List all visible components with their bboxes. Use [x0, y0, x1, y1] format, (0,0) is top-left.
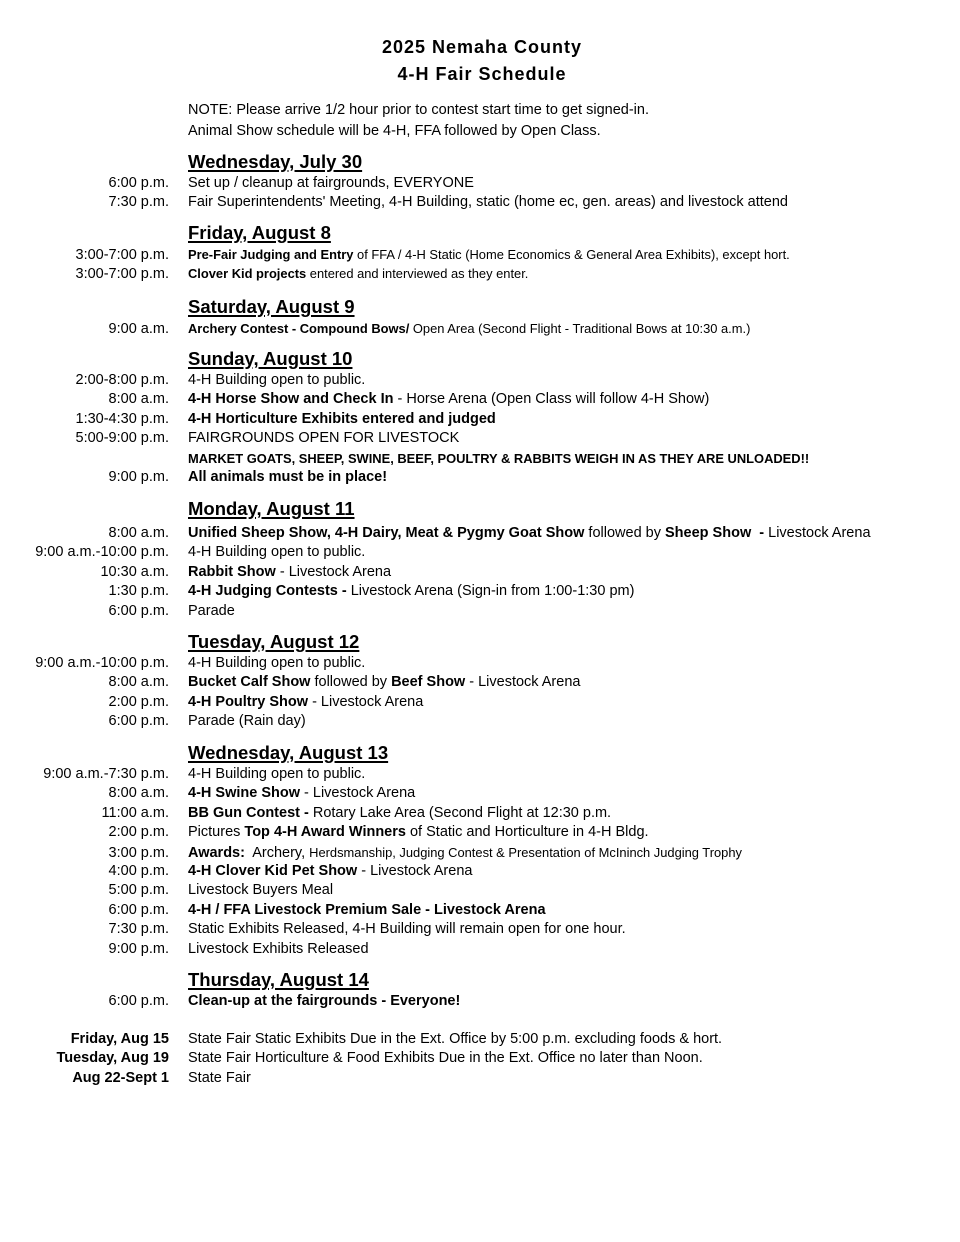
- schedule-description: [188, 712, 306, 731]
- schedule-time: 6:00 p.m.: [108, 993, 169, 1009]
- schedule-description: [188, 174, 474, 193]
- day-heading-text: Wednesday, July 30: [188, 151, 363, 172]
- day-rows: [0, 371, 960, 487]
- description-text: of FFA / 4-H Static (Home Economics & General Area Exhibits), except hort.: [353, 247, 790, 262]
- day-rows: [0, 765, 960, 959]
- day-section: [0, 742, 960, 959]
- description-text: Archery,: [244, 844, 310, 861]
- schedule-row: [0, 264, 960, 283]
- description-text: - Horse Arena (Open Class will follow 4-H Show): [393, 391, 710, 408]
- schedule-description: [188, 410, 496, 429]
- schedule-row: [0, 429, 960, 448]
- document-subtitle: 4-H Fair Schedule: [397, 64, 567, 84]
- schedule-time: 2:00 p.m.: [108, 824, 169, 841]
- schedule-row: [0, 371, 960, 390]
- schedule-description: [188, 901, 546, 920]
- schedule-time: 2:00-8:00 p.m.: [75, 372, 169, 388]
- day-rows: [0, 521, 960, 621]
- description-text: 4-H Building open to public.: [188, 544, 366, 561]
- day-section: [0, 296, 960, 338]
- deadline-text: State Fair: [188, 1069, 251, 1086]
- schedule-description: [188, 992, 460, 1011]
- description-text: Clover Kid projects: [188, 266, 307, 282]
- schedule-row: [0, 245, 960, 264]
- schedule-row: [0, 193, 960, 212]
- schedule-time: 5:00 p.m.: [108, 882, 169, 899]
- schedule-row: [0, 449, 960, 468]
- day-heading: [188, 296, 960, 318]
- day-heading-text: Saturday, August 9: [188, 296, 355, 317]
- schedule-time: 8:00 a.m.: [108, 525, 169, 541]
- day-heading: [188, 348, 960, 370]
- schedule-description: [188, 920, 626, 939]
- deadline-date: Tuesday, Aug 19: [56, 1050, 169, 1067]
- schedule-row: [0, 881, 960, 900]
- schedule-description: [188, 429, 459, 448]
- description-text: - Livestock Arena: [275, 563, 392, 580]
- schedule-row: [0, 410, 960, 429]
- schedule-row: [0, 524, 960, 543]
- schedule-time: 7:30 p.m.: [108, 194, 169, 211]
- schedule-description: [188, 245, 790, 265]
- description-text: Parade (Rain day): [188, 713, 306, 730]
- schedule-time: 11:00 a.m.: [101, 804, 169, 821]
- description-text: Bucket Calf Show: [188, 674, 311, 691]
- day-rows: [0, 992, 960, 1011]
- schedule-time: 9:00 a.m.-7:30 p.m.: [43, 766, 169, 782]
- schedule-time: 9:00 a.m.: [108, 321, 169, 337]
- schedule-description: [188, 654, 365, 673]
- description-text: Archery Contest - Compound Bows/: [188, 321, 410, 336]
- schedule-row: [0, 901, 960, 920]
- schedule-description: [188, 563, 391, 582]
- description-text: Rabbit Show: [188, 563, 276, 580]
- description-text: Clean-up at the fairgrounds - Everyone!: [188, 993, 461, 1009]
- note-line: NOTE: Please arrive 1/2 hour prior to contest start time to get signed-in.: [188, 102, 649, 118]
- schedule-row: [0, 390, 960, 409]
- description-text: 4-H / FFA Livestock Premium Sale - Livestock Arena: [188, 901, 546, 918]
- schedule-description: [188, 843, 742, 863]
- description-text: BB Gun Contest -: [188, 804, 309, 821]
- description-text: Static Exhibits Released, 4-H Building will remain open for one hour.: [188, 921, 626, 938]
- description-text: 4-H Judging Contests -: [188, 583, 347, 600]
- schedule-description: [188, 784, 415, 803]
- day-heading: [188, 742, 960, 764]
- day-heading-text: Sunday, August 10: [188, 348, 353, 369]
- schedule-row: [0, 862, 960, 881]
- day-heading: [188, 222, 960, 244]
- deadline-date: Friday, Aug 15: [70, 1031, 169, 1047]
- schedule-row: [0, 673, 960, 692]
- day-heading: [188, 969, 960, 991]
- schedule-description: [188, 449, 809, 469]
- schedule-time: 3:00-7:00 p.m.: [75, 247, 169, 263]
- schedule-row: [0, 543, 960, 562]
- description-text: 4-H Building open to public.: [188, 766, 366, 782]
- schedule-row: [0, 765, 960, 784]
- description-text: Livestock Exhibits Released: [188, 940, 369, 957]
- description-text: 4-H Horticulture Exhibits entered and judged: [188, 410, 496, 427]
- schedule-description: [188, 804, 611, 823]
- schedule-time: 7:30 p.m.: [108, 921, 169, 938]
- day-section: [0, 222, 960, 284]
- day-rows: [0, 174, 960, 213]
- schedule-description: [188, 862, 472, 881]
- description-text: Rotary Lake Area (Second Flight at 12:30 p.m.: [308, 804, 612, 821]
- day-heading-text: Tuesday, August 12: [188, 631, 360, 652]
- description-text: Sheep Show -: [665, 525, 765, 541]
- description-text: entered and interviewed as they enter.: [306, 266, 529, 282]
- description-text: Pictures: [188, 824, 245, 841]
- description-text: Pre-Fair Judging and Entry: [188, 247, 354, 262]
- day-heading: [188, 631, 960, 653]
- schedule-time: 5:00-9:00 p.m.: [75, 430, 169, 447]
- schedule-time: 4:00 p.m.: [108, 862, 169, 879]
- description-text: followed by: [310, 674, 392, 691]
- schedule-description: [188, 823, 649, 842]
- description-text: of Static and Horticulture in 4-H Bldg.: [405, 824, 649, 841]
- day-heading-text: Friday, August 8: [188, 222, 331, 243]
- schedule-row: [0, 843, 960, 862]
- schedule-time: 2:00 p.m.: [108, 693, 169, 710]
- schedule-description: [188, 193, 788, 212]
- schedule-time: 6:00 p.m.: [108, 901, 169, 918]
- description-text: Livestock Buyers Meal: [188, 882, 334, 899]
- day-heading-text: Thursday, August 14: [188, 969, 369, 990]
- schedule-row: [0, 602, 960, 621]
- deadline-row: [0, 1049, 960, 1068]
- description-text: 4-H Clover Kid Pet Show: [188, 862, 358, 879]
- day-heading-text: Wednesday, August 13: [188, 742, 389, 763]
- description-text: Livestock Arena (Sign-in from 1:00-1:30 pm): [346, 583, 635, 600]
- schedule-time: 6:00 p.m.: [108, 602, 169, 619]
- description-text: Unified Sheep Show, 4-H Dairy, Meat & Pygmy Goat Show: [188, 525, 585, 541]
- deadline-row: [0, 1069, 960, 1088]
- day-section: [0, 631, 960, 732]
- description-text: Beef Show: [391, 674, 466, 691]
- schedule-time: 9:00 a.m.-10:00 p.m.: [35, 655, 169, 671]
- schedule-description: [188, 673, 580, 692]
- document-title: 2025 Nemaha County: [381, 37, 583, 57]
- description-text: All animals must be in place!: [188, 468, 388, 485]
- schedule-description: [188, 881, 333, 900]
- description-text: MARKET GOATS, SHEEP, SWINE, BEEF, POULTRY & RABBITS WEIGH IN AS THEY ARE UNLOADED!!: [188, 450, 810, 466]
- schedule-description: [188, 602, 235, 621]
- day-section: [0, 969, 960, 1011]
- day-rows: [0, 319, 960, 338]
- schedule-description: [188, 524, 871, 543]
- description-text: Top 4-H Award Winners: [244, 824, 406, 841]
- deadline-date: Aug 22-Sept 1: [72, 1069, 169, 1086]
- schedule-time: 8:00 a.m.: [108, 674, 169, 691]
- description-text: - Livestock Arena: [308, 693, 424, 710]
- description-text: Livestock Arena: [764, 525, 871, 541]
- schedule-row: [0, 823, 960, 842]
- schedule-row: [0, 582, 960, 601]
- schedule-row: [0, 920, 960, 939]
- schedule-time: 3:00-7:00 p.m.: [75, 266, 169, 283]
- deadline-row: [0, 1030, 960, 1049]
- description-text: 4-H Building open to public.: [188, 372, 366, 388]
- schedule-time: 1:30-4:30 p.m.: [75, 410, 169, 427]
- description-text: Awards:: [188, 844, 245, 861]
- schedule-row: [0, 784, 960, 803]
- day-heading: [188, 151, 960, 173]
- day-section: [0, 498, 960, 621]
- schedule-row: [0, 563, 960, 582]
- schedule-time: 1:30 p.m.: [108, 583, 169, 600]
- description-text: followed by: [584, 525, 666, 541]
- schedule-description: [188, 582, 634, 601]
- description-text: Parade: [188, 602, 235, 619]
- schedule-time: 3:00 p.m.: [108, 844, 169, 861]
- description-text: 4-H Poultry Show: [188, 693, 309, 710]
- schedule-description: [188, 693, 423, 712]
- schedule-row: [0, 804, 960, 823]
- schedule-row: [0, 654, 960, 673]
- day-heading-text: Monday, August 11: [188, 498, 355, 519]
- schedule-time: 9:00 p.m.: [108, 940, 169, 957]
- schedule-row: [0, 940, 960, 959]
- description-text: - Livestock Arena: [357, 862, 473, 879]
- day-heading: [188, 498, 960, 520]
- description-text: Fair Superintendents' Meeting, 4-H Building, static (home ec, gen. areas) and livestock attend: [188, 194, 789, 211]
- schedule-description: [188, 390, 709, 409]
- schedule-description: [188, 468, 387, 487]
- schedule-row: [0, 174, 960, 193]
- description-text: 4-H Horse Show and Check In: [188, 391, 394, 408]
- schedule-row: [0, 693, 960, 712]
- deadline-text: State Fair Static Exhibits Due in the Ext. Office by 5:00 p.m. excluding foods & hort.: [188, 1031, 723, 1047]
- description-text: FAIRGROUNDS OPEN FOR LIVESTOCK: [188, 430, 460, 447]
- schedule-description: [188, 940, 369, 959]
- day-rows: [0, 654, 960, 732]
- day-rows: [0, 245, 960, 284]
- description-text: Open Area (Second Flight - Traditional Bows at 10:30 a.m.): [409, 321, 751, 336]
- description-text: Herdsmanship, Judging Contest & Presentation of McIninch Judging Trophy: [309, 844, 742, 860]
- schedule-row: [0, 319, 960, 338]
- schedule-description: [188, 543, 365, 562]
- schedule-description: [188, 264, 528, 284]
- schedule-row: [0, 992, 960, 1011]
- day-section: [0, 348, 960, 487]
- description-text: - Livestock Arena: [300, 785, 416, 802]
- schedule-time: 6:00 p.m.: [108, 175, 169, 191]
- schedule-description: [188, 371, 365, 390]
- schedule-time: 6:00 p.m.: [108, 713, 169, 730]
- schedule-description: [188, 319, 750, 339]
- description-text: 4-H Building open to public.: [188, 655, 366, 671]
- description-text: - Livestock Arena: [465, 674, 581, 691]
- schedule-row: [0, 468, 960, 487]
- note-line: Animal Show schedule will be 4-H, FFA followed by Open Class.: [188, 123, 601, 139]
- description-text: Set up / cleanup at fairgrounds, EVERYONE: [188, 175, 474, 191]
- schedule-time: 9:00 a.m.-10:00 p.m.: [35, 544, 169, 561]
- deadline-text: State Fair Horticulture & Food Exhibits Due in the Ext. Office no later than Noon.: [188, 1050, 703, 1067]
- schedule-time: 8:00 a.m.: [108, 391, 169, 408]
- deadlines-list: [0, 1030, 960, 1088]
- schedule-time: 8:00 a.m.: [108, 785, 169, 802]
- schedule-description: [188, 765, 365, 784]
- schedule-time: 9:00 p.m.: [108, 468, 169, 485]
- description-text: 4-H Swine Show: [188, 785, 300, 802]
- day-section: [0, 151, 960, 213]
- schedule-time: 10:30 a.m.: [100, 563, 169, 580]
- schedule-row: [0, 712, 960, 731]
